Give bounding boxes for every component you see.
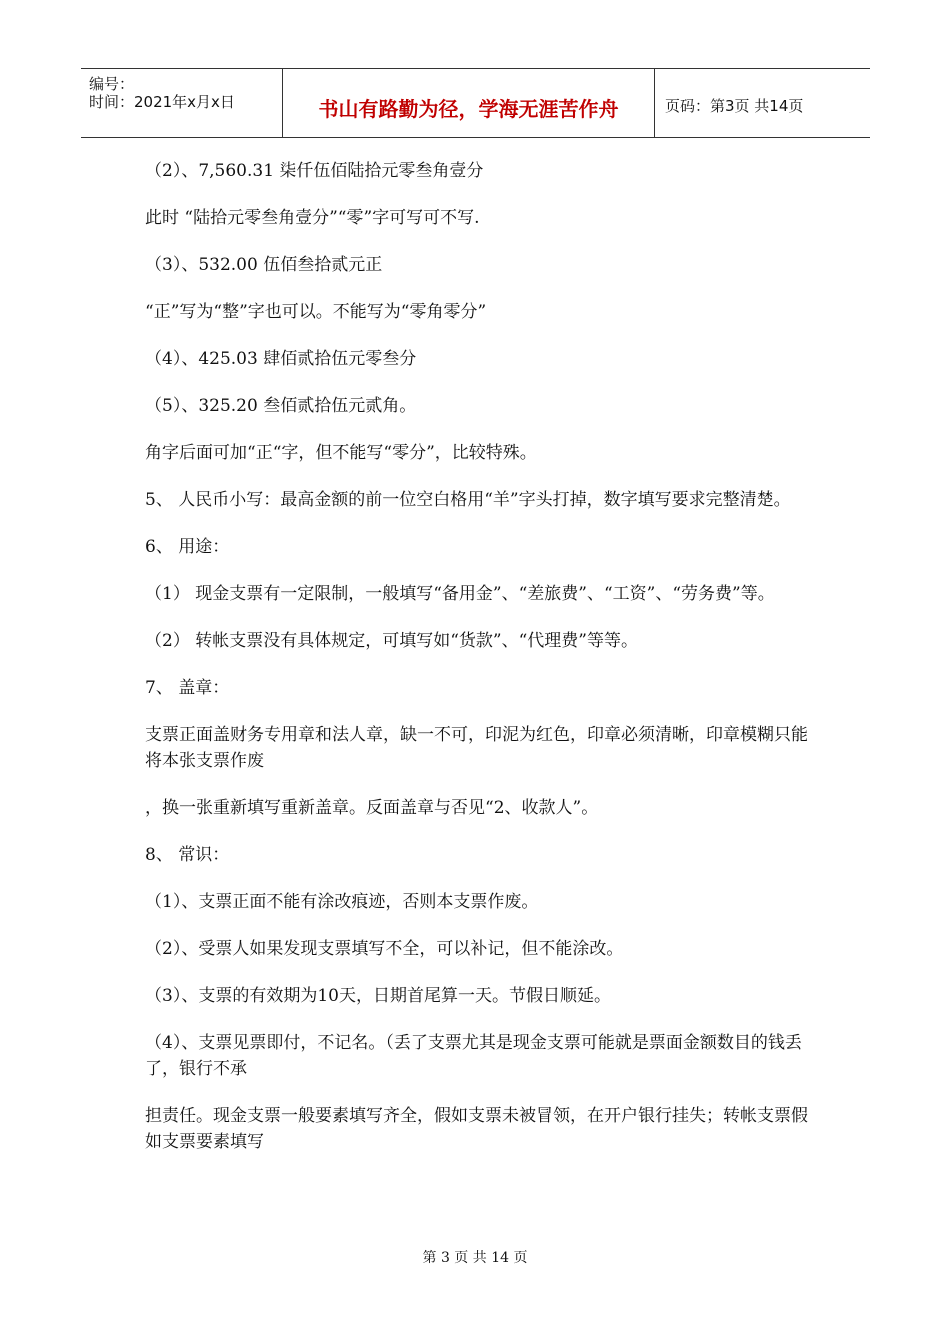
paragraph: 支票正面盖财务专用章和法人章，缺一不可，印泥为红色，印章必须清晰，印章模糊只能将本张支票作废 (145, 725, 808, 771)
paragraph: （1） 现金支票有一定限制，一般填写“备用金”、“差旅费”、“工资”、“劳务费”等。 (145, 584, 775, 604)
paragraph: “正”写为“整”字也可以。不能写为“零角零分” (145, 302, 487, 322)
section-heading: 6、 用途： (145, 537, 230, 557)
paragraph: （3）、532.00 伍佰叁拾贰元正 (145, 255, 383, 275)
paragraph: 5、 人民币小写：最高金额的前一位空白格用“羊”字头打掉，数字填写要求完整清楚。 (145, 490, 791, 510)
page-footer: 第 3 页 共 14 页 (422, 1250, 528, 1266)
paragraph: （1）、支票正面不能有涂改痕迹，否则本支票作废。 (145, 892, 539, 912)
paragraph: （2）、受票人如果发现支票填写不全，可以补记，但不能涂改。 (145, 939, 624, 959)
section-heading: 7、 盖章： (145, 678, 230, 698)
paragraph: （4）、支票见票即付，不记名。（丢了支票尤其是现金支票可能就是票面金额数目的钱丢了，银行不承 (145, 1033, 802, 1079)
page-header (81, 68, 870, 138)
paragraph: ，换一张重新填写重新盖章。反面盖章与否见“2、收款人”。 (145, 798, 599, 818)
section-heading: 8、 常识： (145, 845, 230, 865)
paragraph: （2） 转帐支票没有具体规定，可填写如“货款”、“代理费”等等。 (145, 631, 638, 651)
paragraph: （3）、支票的有效期为10天，日期首尾算一天。节假日顺延。 (145, 986, 611, 1006)
header-info-cell (81, 69, 283, 137)
header-motto: 书山有路勤为径，学海无涯苦作舟 (318, 97, 619, 121)
header-page-cell (655, 69, 870, 137)
document-body (145, 158, 810, 1176)
header-page-indicator: 页码：第3页 共14页 (665, 97, 804, 115)
document-date: 时间：2021年x月x日 (89, 93, 235, 111)
paragraph: 角字后面可加“正“字，但不能写“零分”，比较特殊。 (145, 443, 537, 463)
paragraph: （5）、325.20 叁佰贰拾伍元贰角。 (145, 396, 417, 416)
paragraph: 此时 “陆拾元零叁角壹分”“零”字可写可不写. (145, 208, 480, 228)
paragraph: 担责任。现金支票一般要素填写齐全，假如支票未被冒领，在开户银行挂失；转帐支票假如支票要素填写 (145, 1106, 808, 1152)
paragraph: （2）、7,560.31 柒仟伍佰陆拾元零叁角壹分 (145, 161, 484, 181)
document-number-label: 编号： (89, 75, 135, 93)
paragraph: （4）、425.03 肆佰贰拾伍元零叁分 (145, 349, 417, 369)
header-motto-cell (283, 69, 655, 137)
